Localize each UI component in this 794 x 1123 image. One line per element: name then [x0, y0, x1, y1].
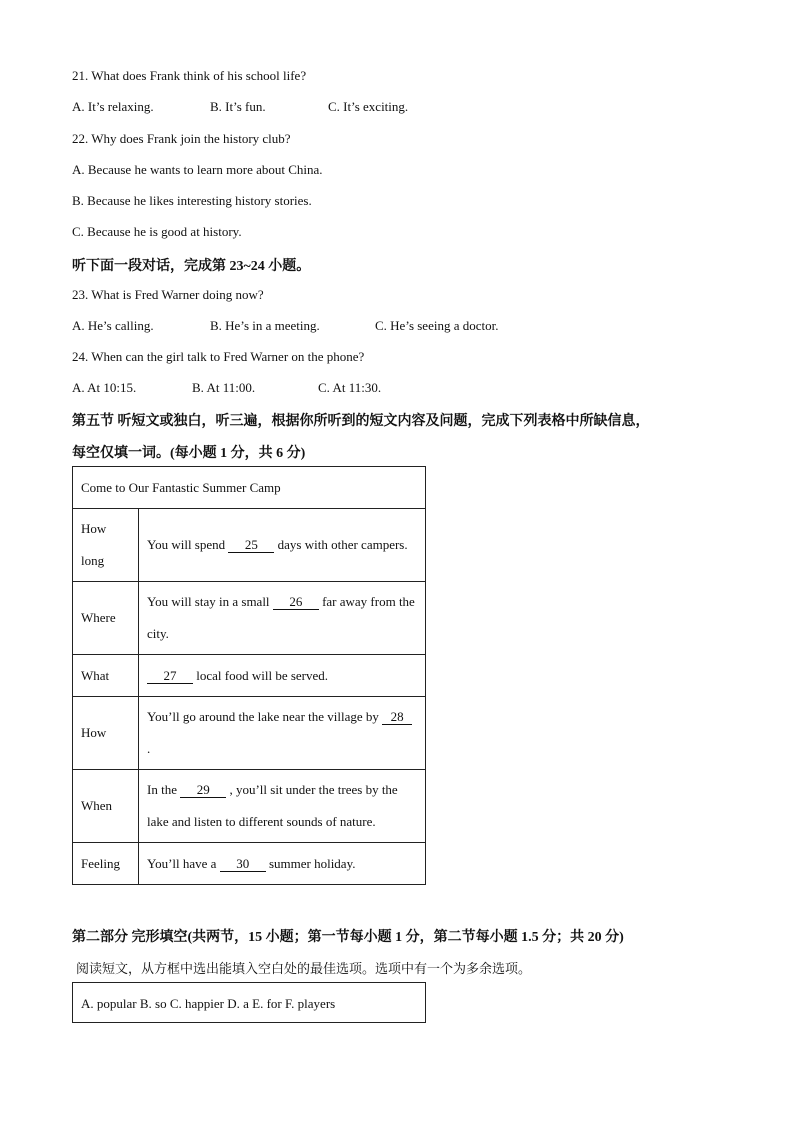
q21-option-a: A. It’s relaxing. [72, 99, 154, 114]
question-21: 21. What does Frank think of his school life? [72, 68, 307, 83]
row-label: When [73, 770, 139, 843]
row-content: You’ll have a 30 summer holiday. [139, 843, 426, 885]
table-row [73, 655, 426, 697]
table-row [73, 582, 426, 655]
row-label: Where [73, 582, 139, 655]
row-content: 27 local food will be served. [139, 655, 426, 697]
blank-25: 25 [228, 538, 274, 553]
row-content: You will stay in a small 26 far away from the city. [139, 582, 426, 655]
q23-option-a: A. He’s calling. [72, 318, 154, 333]
part2-instruction: 阅读短文，从方框中选出能填入空白处的最佳选项。选项中有一个为多余选项。 [76, 961, 532, 976]
blank-29: 29 [180, 783, 226, 798]
row-content: In the 29 , you’ll sit under the trees by the lake and listen to different sounds of nature. [139, 770, 426, 843]
table-row [73, 509, 426, 582]
row-content: You’ll go around the lake near the village by 28 . [139, 697, 426, 770]
row-label: What [73, 655, 139, 697]
q24-option-b: B. At 11:00. [192, 380, 256, 395]
options-box: A. popular B. so C. happier D. a E. for F. players [72, 982, 426, 1023]
question-23: 23. What is Fred Warner doing now? [72, 287, 264, 302]
table-row [73, 843, 426, 885]
table-row [73, 697, 426, 770]
table-row [73, 770, 426, 843]
part2-heading: 第二部分 完形填空(共两节，15 小题；第一节每小题 1 分，第二节每小题 1.5 分；共 20 分) [72, 930, 624, 945]
blank-26: 26 [273, 595, 319, 610]
row-label: How [73, 697, 139, 770]
q22-option-b: B. Because he likes interesting history stories. [72, 193, 312, 208]
row-label: Feeling [73, 843, 139, 885]
blank-30: 30 [220, 857, 266, 872]
blank-27: 27 [147, 669, 193, 684]
q23-option-c: C. He’s seeing a doctor. [375, 318, 499, 333]
q23-option-b: B. He’s in a meeting. [210, 318, 320, 333]
q22-option-a: A. Because he wants to learn more about China. [72, 162, 323, 177]
question-24: 24. When can the girl talk to Fred Warner on the phone? [72, 349, 365, 364]
q24-option-c: C. At 11:30. [318, 380, 382, 395]
summer-camp-table [72, 466, 426, 885]
q21-option-c: C. It’s exciting. [328, 99, 409, 114]
table-title: Come to Our Fantastic Summer Camp [73, 467, 426, 509]
blank-28: 28 [382, 710, 412, 725]
q22-option-c: C. Because he is good at history. [72, 224, 242, 239]
section5-heading-line2: 每空仅填一词。(每小题 1 分，共 6 分) [72, 446, 306, 461]
row-label: How long [73, 509, 139, 582]
q21-option-b: B. It’s fun. [210, 99, 266, 114]
row-content: You will spend 25 days with other campers. [139, 509, 426, 582]
section5-heading-line1: 第五节 听短文或独白，听三遍，根据你所听到的短文内容及问题，完成下列表格中所缺信息， [72, 414, 650, 429]
dialog-heading: 听下面一段对话，完成第 23~24 小题。 [72, 259, 311, 274]
question-22: 22. Why does Frank join the history club? [72, 131, 291, 146]
q24-option-a: A. At 10:15. [72, 380, 137, 395]
